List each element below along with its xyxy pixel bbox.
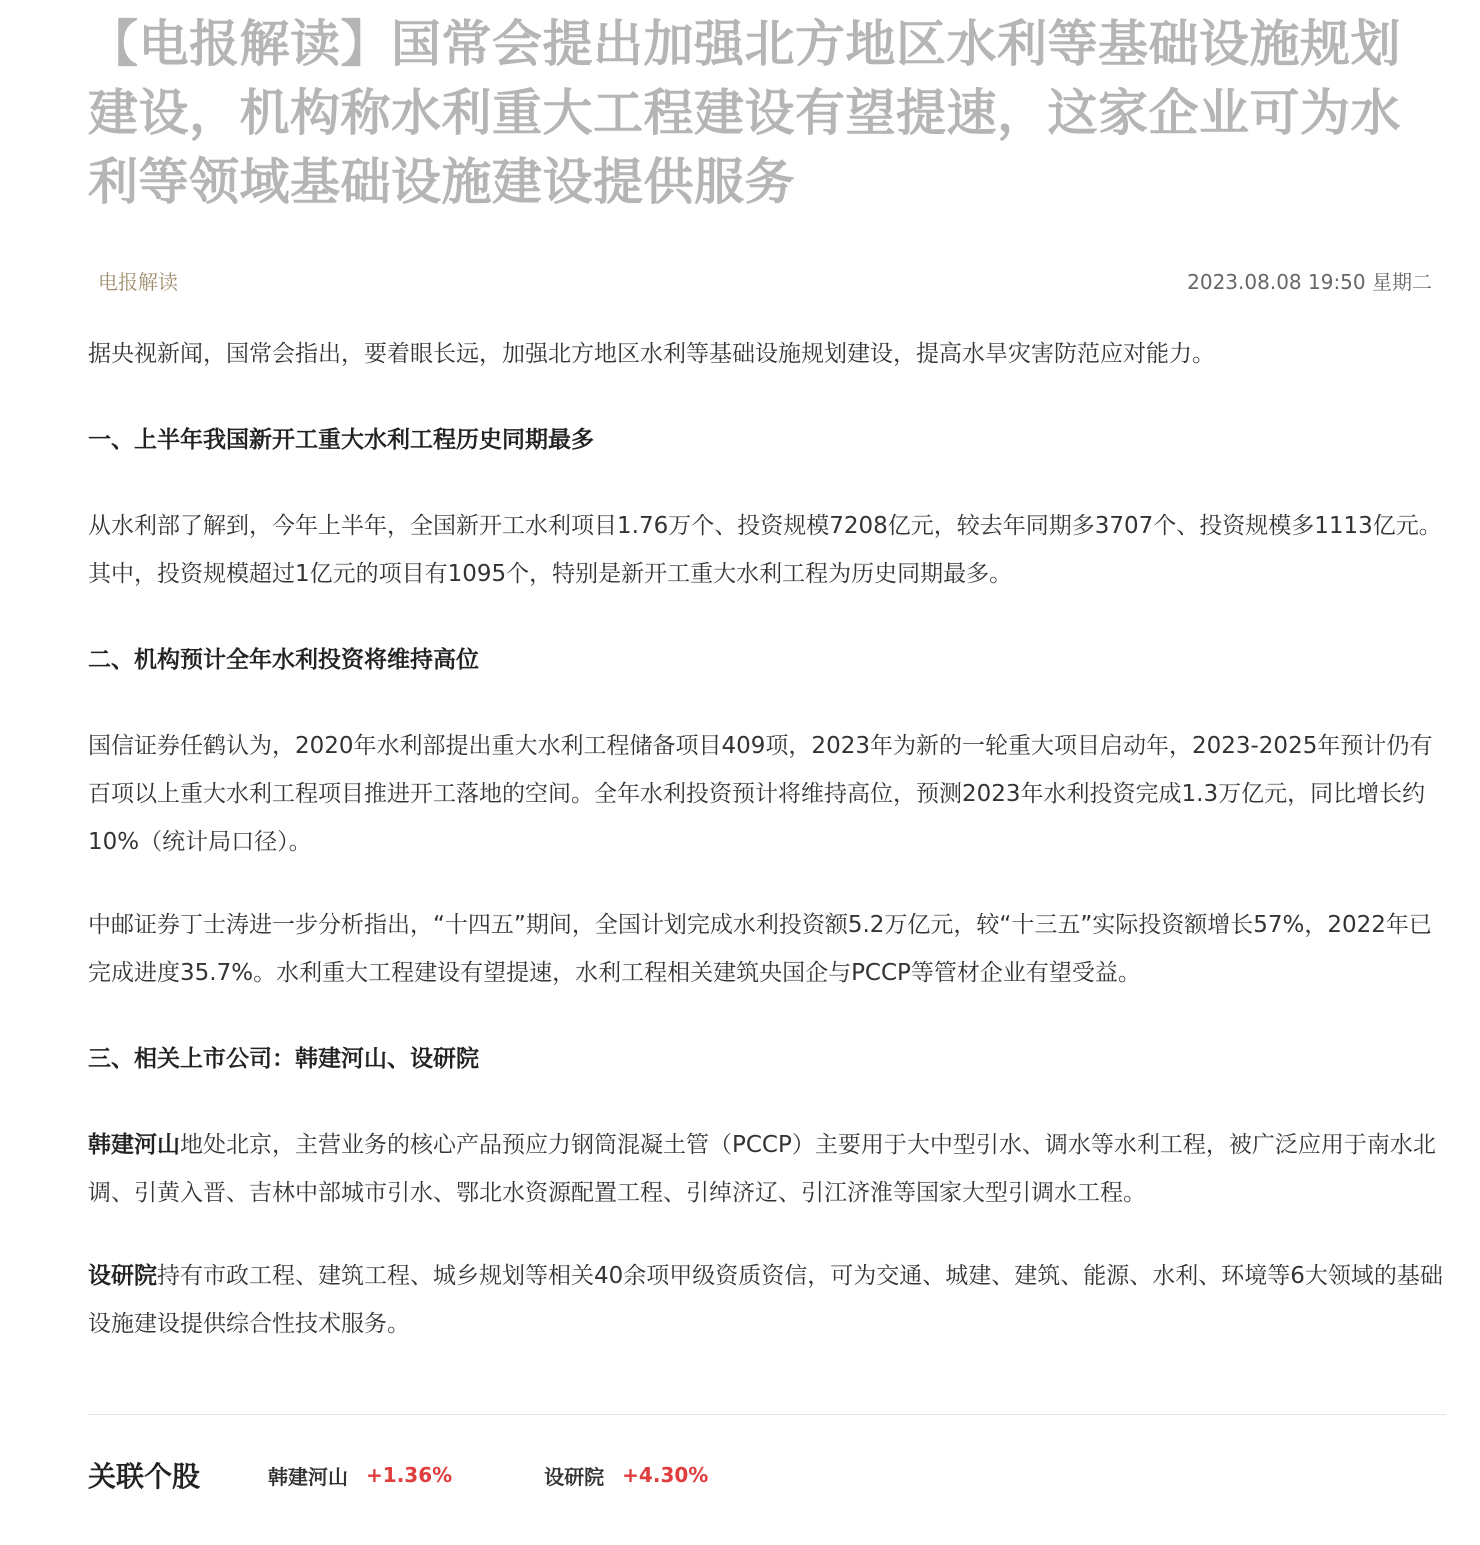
article [88,10,1446,1348]
article-body [88,330,1446,1348]
article-title: 【电报解读】国常会提出加强北方地区水利等基础设施规划建设，机构称水利重大工程建设有望提速，这家企业可为水利等领域基础设施建设提供服务 [88,15,1401,211]
section-2-paragraph-1: 国信证券任鹤认为，2020年水利部提出重大水利工程储备项目409项，2023年为新的一轮重大项目启动年，2023-2025年预计仍有百项以上重大水利工程项目推进开工落地的空间。全年水利投资预计将维持高位，预测2023年水利投资完成1.3万亿元，同比增长约10%（统计局口径）。 [88,733,1433,855]
intro-paragraph: 据央视新闻，国常会指出，要着眼长远，加强北方地区水利等基础设施规划建设，提高水旱灾害防范应对能力。 [88,341,1215,367]
company-1-description: 地处北京，主营业务的核心产品预应力钢筒混凝土管（PCCP）主要用于大中型引水、调水等水利工程，被广泛应用于南水北调、引黄入晋、吉林中部城市引水、鄂北水资源配置工程、引绰济辽、引江济淮等国家大型引调水工程。 [88,1132,1436,1206]
stock-name[interactable]: 设研院 [544,1464,605,1489]
section-1-paragraph: 从水利部了解到，今年上半年，全国新开工水利项目1.76万个、投资规模7208亿元，较去年同期多3707个、投资规模多1113亿元。其中，投资规模超过1亿元的项目有1095个，特别是新开工重大水利工程为历史同期最多。 [88,513,1442,587]
article-meta [88,262,1446,302]
related-stocks-title: 关联个股 [88,1460,201,1493]
company-1-name: 韩建河山 [88,1132,180,1158]
related-stocks [88,1450,708,1500]
stock-change: +4.30% [622,1463,709,1487]
stock-name[interactable]: 韩建河山 [268,1464,349,1489]
section-heading-3: 三、相关上市公司：韩建河山、设研院 [88,1046,479,1072]
section-heading-1: 一、上半年我国新开工重大水利工程历史同期最多 [88,427,594,453]
stock-item-hanjian[interactable] [268,1461,452,1490]
section-divider [88,1414,1446,1415]
publish-date: 2023.08.08 19:50 星期二 [1187,270,1432,294]
company-2-description: 持有市政工程、建筑工程、城乡规划等相关40余项甲级资质资信，可为交通、城建、建筑、能源、水利、环境等6大领域的基础设施建设提供综合性技术服务。 [88,1263,1443,1337]
stock-change: +1.36% [366,1463,453,1487]
company-2-name: 设研院 [88,1263,157,1289]
stock-item-sheyanyuan[interactable] [544,1461,708,1490]
company-1-paragraph [88,1121,1446,1217]
company-2-paragraph [88,1252,1446,1348]
category-tag[interactable]: 电报解读 [98,270,178,294]
section-heading-2: 二、机构预计全年水利投资将维持高位 [88,647,479,673]
section-2-paragraph-2: 中邮证券丁士涛进一步分析指出，“十四五”期间，全国计划完成水利投资额5.2万亿元，较“十三五”实际投资额增长57%，2022年已完成进度35.7%。水利重大工程建设有望提速，水利工程相关建筑央国企与PCCP等管材企业有望受益。 [88,912,1432,986]
